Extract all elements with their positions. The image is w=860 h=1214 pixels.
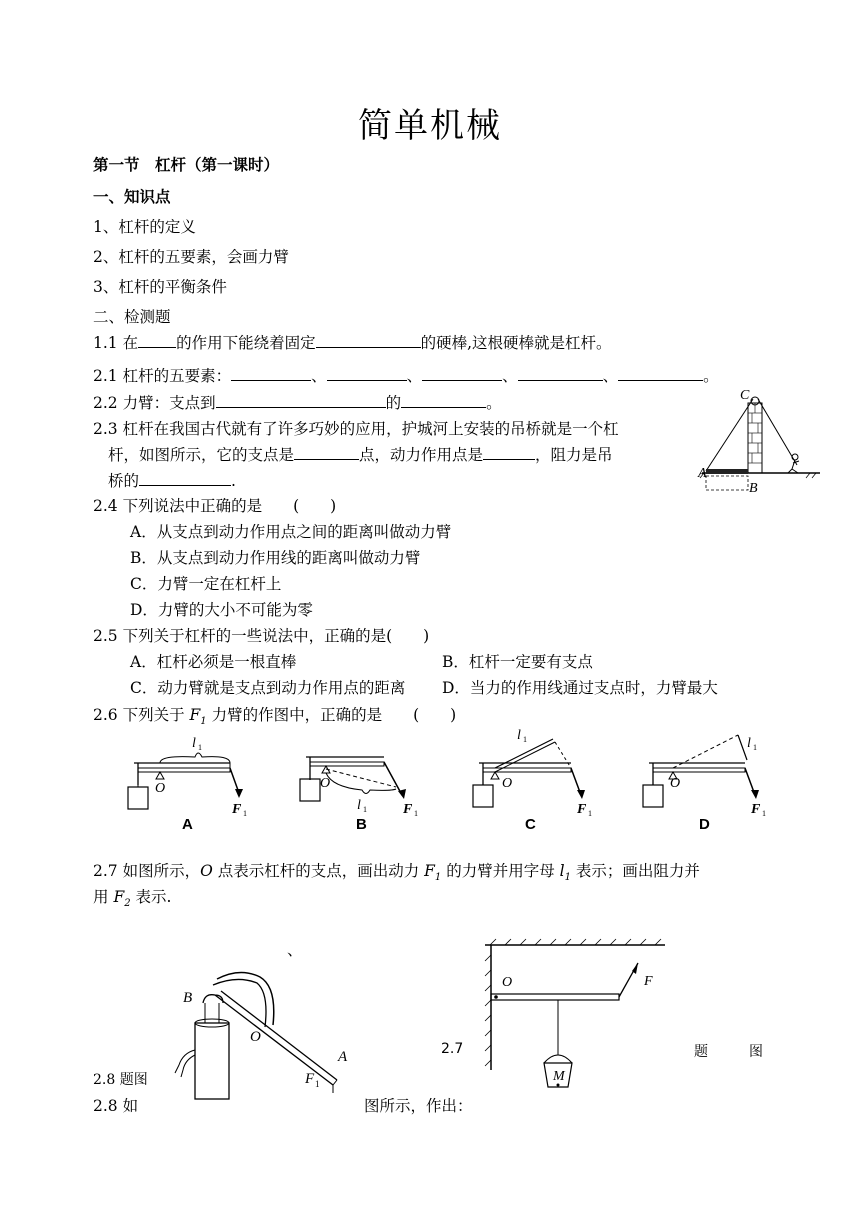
q-text: 表示；画出阻力并 <box>571 862 700 880</box>
label-f1: F <box>403 802 413 817</box>
answer-blank[interactable] <box>139 484 231 486</box>
answer-blank[interactable] <box>483 458 535 460</box>
label-f1: F <box>751 802 761 817</box>
q-text: 杆，如图所示，它的支点是 <box>108 446 295 464</box>
separator: 、 <box>406 367 423 385</box>
q-text: 2.6 下列关于 <box>93 706 190 724</box>
q-text: 点表示杠杆的支点，画出动力 <box>212 862 425 880</box>
answer-blank[interactable] <box>294 458 359 460</box>
subscript: 1 <box>434 872 442 884</box>
q-text: 的力臂并用字母 <box>441 862 560 880</box>
label-sub: 1 <box>762 809 766 818</box>
option-b[interactable]: B．杠杆一定要有支点 <box>442 653 593 671</box>
fig-27-label-ti: 题 <box>694 1044 708 1060</box>
knowledge-item: 1、杠杆的定义 <box>93 218 196 236</box>
label-f1: F <box>232 802 242 817</box>
q-text: 桥的 <box>108 472 140 490</box>
label-a: A <box>698 466 707 481</box>
q-text: 2.7 如图所示， <box>93 862 201 880</box>
label-o: O <box>250 1029 261 1045</box>
arm-symbol: l <box>559 862 565 880</box>
label-o: O <box>155 781 166 796</box>
force-symbol: F <box>189 706 201 724</box>
force-symbol: F <box>113 888 125 906</box>
label-sub: 1 <box>243 809 247 818</box>
label-l1: l <box>517 728 521 743</box>
answer-blank[interactable] <box>138 346 176 348</box>
label-sub: 1 <box>753 743 757 752</box>
label-f1: F <box>305 1071 315 1087</box>
option-c[interactable]: C．力臂一定在杠杆上 <box>130 575 282 593</box>
q-text: . <box>231 472 236 490</box>
separator: 、 <box>602 367 619 385</box>
label-b: B <box>749 481 758 496</box>
label-o: O <box>502 776 513 791</box>
knowledge-item: 2、杠杆的五要素，会画力臂 <box>93 248 289 266</box>
question-2-7-line1 <box>93 859 700 883</box>
answer-blank[interactable] <box>518 379 603 381</box>
answer-blank[interactable] <box>422 379 502 381</box>
caption-a[interactable]: A <box>182 816 193 833</box>
label-o: O <box>502 975 513 990</box>
label-sub: 1 <box>363 805 367 814</box>
diagram-c <box>473 728 592 833</box>
q-text: 的 <box>385 394 402 412</box>
question-2-3-line3 <box>108 469 236 491</box>
label-sub: 1 <box>414 809 418 818</box>
question-2-5: 2.5 下列关于杠杆的一些说法中，正确的是( ) <box>93 627 430 645</box>
page-title: 简单机械 <box>358 106 502 146</box>
drawbridge-figure <box>692 385 827 500</box>
label-sub: 1 <box>523 735 527 744</box>
option-a[interactable]: A．从支点到动力作用点之间的距离叫做动力臂 <box>130 523 452 541</box>
q-text: 2.1 杠杆的五要素： <box>93 367 232 385</box>
question-2-3-line2 <box>108 443 613 465</box>
knowledge-item: 3、杠杆的平衡条件 <box>93 278 227 296</box>
label-sub: 1 <box>315 1079 320 1089</box>
question-2-7-line2: 用 $F_2$ 表示. <box>93 888 172 910</box>
test-heading: 二、检测题 <box>93 308 171 326</box>
label-a: A <box>338 1049 348 1065</box>
option-d[interactable]: D．力臂的大小不可能为零 <box>130 601 313 619</box>
question-2-8-start: 2.8 如 <box>93 1097 139 1115</box>
label-c: C <box>740 388 750 403</box>
answer-blank[interactable] <box>216 406 386 408</box>
q-text: 表示. <box>130 888 172 906</box>
label-l1: l <box>747 736 751 751</box>
question-1-1 <box>93 331 612 353</box>
lever-options-figure <box>120 725 780 835</box>
answer-blank[interactable] <box>316 346 421 348</box>
question-2-3-line1: 2.3 杠杆在我国古代就有了许多巧妙的应用，护城河上安装的吊桥就是一个杠 <box>93 420 619 438</box>
answer-blank[interactable] <box>618 379 703 381</box>
question-2-1 <box>93 364 719 386</box>
answer-blank[interactable] <box>401 406 486 408</box>
q-text: 1.1 在 <box>93 334 139 352</box>
q-text: 2.2 力臂：支点到 <box>93 394 216 412</box>
caption-b[interactable]: B <box>356 816 367 833</box>
q-text: ，阻力是吊 <box>535 446 613 464</box>
lever-27-figure <box>480 935 680 1100</box>
q-text: 的硬棒,这根硬棒就是杠杆。 <box>420 334 612 352</box>
force-symbol: F <box>424 862 435 880</box>
option-c[interactable]: C．动力臂就是支点到动力作用点的距离 <box>130 679 406 697</box>
caption-d[interactable]: D <box>699 816 710 833</box>
fig-28-label: 2.8 题图 <box>93 1072 148 1088</box>
q-text: 力臂的作图中，正确的是 ( ) <box>206 706 457 724</box>
pump-figure <box>165 965 365 1100</box>
fig-27-label-tu: 图 <box>749 1044 763 1060</box>
label-l1: l <box>357 798 361 813</box>
q-text: 用 <box>93 888 114 906</box>
answer-blank[interactable] <box>231 379 311 381</box>
q-text: 。 <box>486 394 502 412</box>
q-text: 。 <box>703 367 719 385</box>
separator: 、 <box>311 367 327 385</box>
diagram-b <box>300 757 418 833</box>
label-sub: 1 <box>198 743 202 752</box>
diagram-a <box>128 736 247 833</box>
label-b: B <box>183 990 193 1006</box>
separator: 、 <box>502 367 518 385</box>
fig-27-label-num: 2.7 <box>441 1041 464 1057</box>
label-o: O <box>320 776 331 791</box>
question-2-6 <box>93 703 456 727</box>
option-d[interactable]: D．当力的作用线通过支点时，力臂最大 <box>442 679 718 697</box>
subscript: 1 <box>200 716 207 728</box>
knowledge-heading: 一、知识点 <box>93 188 171 206</box>
label-f1: F <box>577 802 587 817</box>
question-2-8-end: 图所示，作出： <box>364 1097 473 1115</box>
label-o: O <box>670 776 681 791</box>
label-l1: l <box>192 736 196 751</box>
label-m: M <box>553 1069 565 1084</box>
question-2-4: 2.4 下列说法中正确的是 ( ) <box>93 497 337 515</box>
question-2-2 <box>93 391 502 413</box>
point-o: O <box>200 862 213 880</box>
label-f: F <box>644 974 653 989</box>
label-sub: 1 <box>588 809 592 818</box>
option-a[interactable]: A．杠杆必须是一根直棒 <box>130 653 297 671</box>
subscript: 1 <box>564 872 571 884</box>
q-text: 点，动力作用点是 <box>359 446 484 464</box>
answer-blank[interactable] <box>327 379 407 381</box>
stray-mark: 、 <box>287 941 303 959</box>
section-heading: 第一节 杠杆（第一课时） <box>93 156 280 174</box>
diagram-d <box>643 735 766 833</box>
option-b[interactable]: B．从支点到动力作用线的距离叫做动力臂 <box>130 549 421 567</box>
q-text: 的作用下能绕着固定 <box>176 334 316 352</box>
caption-c[interactable]: C <box>525 816 536 833</box>
